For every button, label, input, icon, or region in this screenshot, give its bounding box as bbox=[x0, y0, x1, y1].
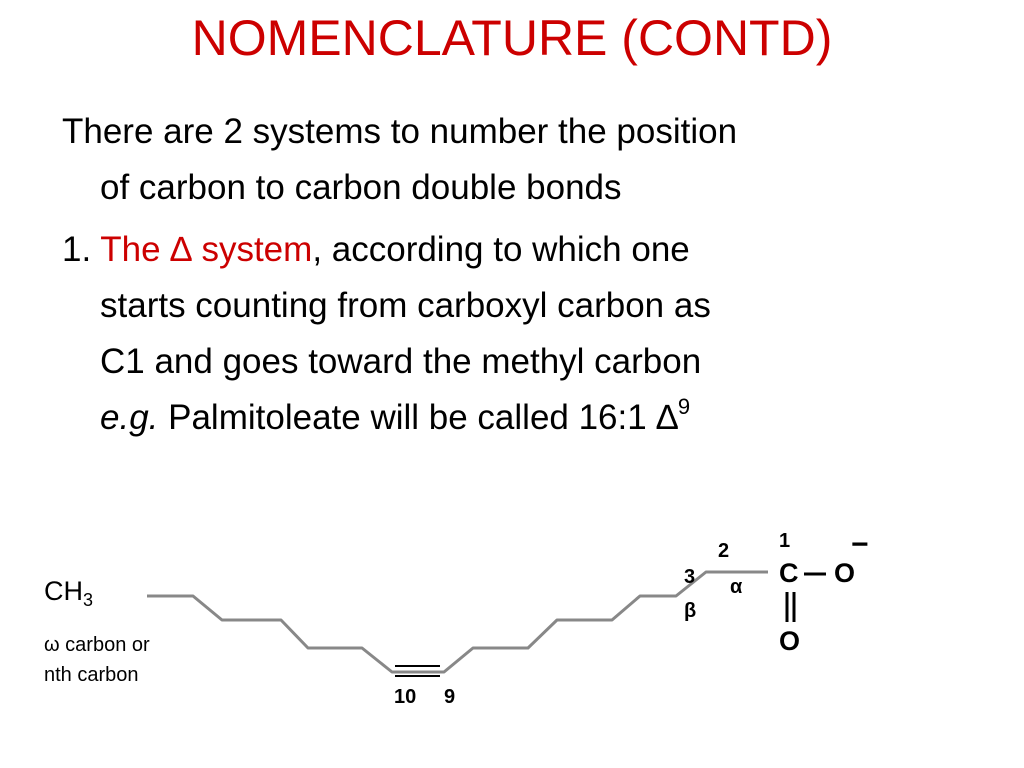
slide-title: NOMENCLATURE (CONTD) bbox=[191, 10, 833, 66]
carboxyl-carbon: C bbox=[779, 558, 799, 588]
point1-line-2: starts counting from carboxyl carbon as bbox=[100, 286, 711, 325]
carboxyl-oxygen-double: O bbox=[779, 626, 801, 656]
carbon-1-label: 1 bbox=[779, 530, 791, 552]
carbon-3-label: 3 bbox=[684, 566, 696, 588]
methyl-text: CH bbox=[44, 576, 83, 606]
omega-line-1: ω carbon or bbox=[44, 634, 150, 656]
negative-charge: − bbox=[851, 528, 869, 561]
point1-line-3: C1 and goes toward the methyl carbon bbox=[100, 342, 702, 381]
delta-system-phrase: The ∆ system bbox=[100, 230, 313, 269]
example-abbrev: e.g. bbox=[100, 398, 159, 437]
methyl-subscript: 3 bbox=[83, 590, 94, 610]
carboxyl-oxygen-single: O bbox=[834, 558, 856, 588]
carbon-chain-zigzag bbox=[147, 572, 768, 672]
carbon-9-label: 9 bbox=[444, 686, 456, 708]
point1-number: 1. bbox=[62, 230, 101, 269]
intro-line-2: of carbon to carbon double bonds bbox=[100, 168, 622, 207]
carbon-2-label: 2 bbox=[718, 540, 730, 562]
intro-line-1: There are 2 systems to number the position bbox=[62, 112, 738, 151]
omega-line-2: nth carbon bbox=[44, 664, 139, 686]
point1-rest: , according to which one bbox=[312, 230, 690, 269]
example-superscript: 9 bbox=[677, 394, 691, 419]
carbon-10-label: 10 bbox=[394, 686, 417, 708]
alpha-label: α bbox=[730, 576, 743, 598]
example-text: Palmitoleate will be called 16:1 ∆ bbox=[158, 398, 678, 437]
beta-label: β bbox=[684, 600, 697, 622]
